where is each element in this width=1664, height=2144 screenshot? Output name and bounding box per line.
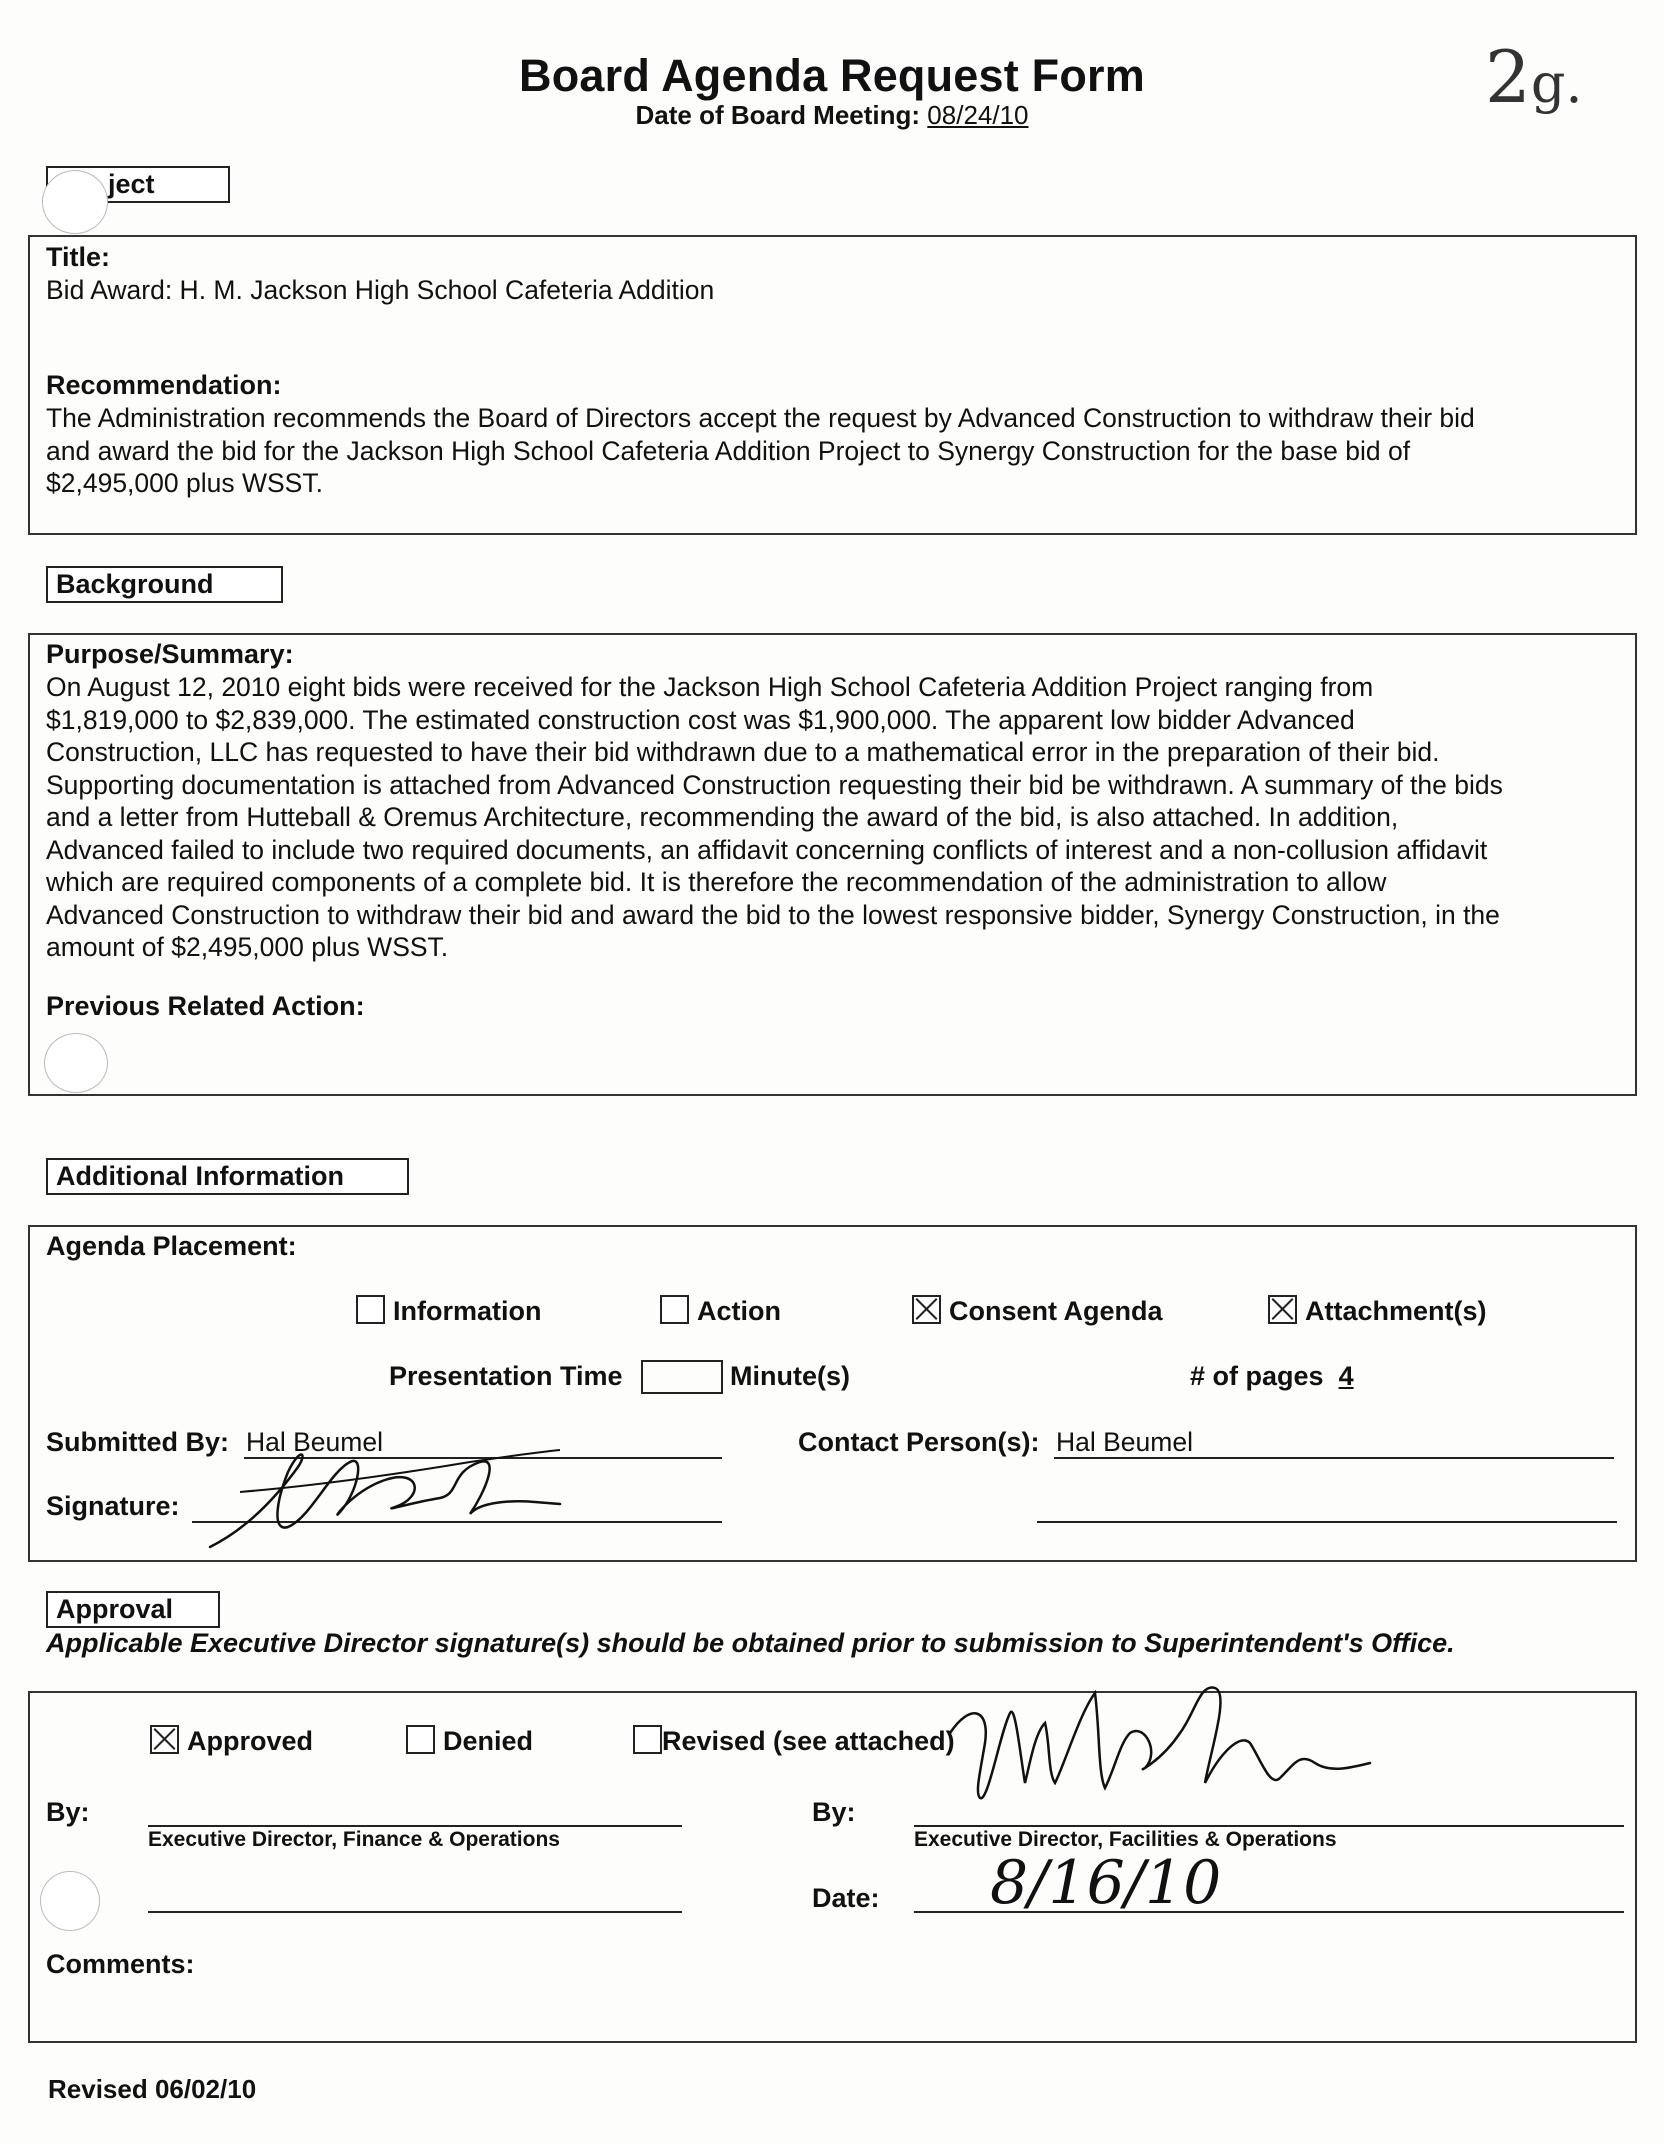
purpose-line: which are required components of a complete bid. It is therefore the recommendation of the administration to allow (46, 867, 1387, 897)
subject-box (28, 235, 1637, 535)
agenda-placement-label: Agenda Placement: (46, 1231, 297, 1261)
comments-label: Comments: (46, 1949, 195, 1979)
purpose-line: Supporting documentation is attached from Advanced Construction requesting their bid be withdrawn. A summary of the bids (46, 769, 1503, 800)
approval-box (28, 1691, 1637, 2043)
presentation-time-label: Presentation Time (389, 1361, 623, 1391)
option-consent-agenda[interactable] (912, 1295, 1163, 1327)
submitted-by-label: Submitted By: (46, 1427, 230, 1457)
left-date-line (148, 1907, 682, 1913)
purpose-label: Purpose/Summary: (46, 639, 294, 669)
option-attachments[interactable] (1268, 1295, 1487, 1327)
purpose-line: $1,819,000 to $2,839,000. The estimated construction cost was $1,900,000. The apparent low bidder Advanced (46, 704, 1355, 735)
meeting-date-label: Date of Board Meeting: (635, 100, 921, 130)
title-label: Title: (46, 242, 111, 272)
action-checkbox[interactable] (660, 1295, 689, 1324)
previous-action-label: Previous Related Action: (46, 991, 365, 1021)
approved-checkbox-checked[interactable] (150, 1725, 179, 1754)
background-box (28, 633, 1637, 1096)
purpose-line: Advanced Construction to withdraw their bid and award the bid to the lowest responsive bidder, Synergy Construction, in the (46, 899, 1500, 930)
pages-value: 4 (1338, 1361, 1354, 1391)
recommendation-label: Recommendation: (46, 370, 282, 400)
handwritten-item-stamp (1485, 35, 1583, 119)
purpose-line: amount of $2,495,000 plus WSST. (46, 932, 449, 962)
purpose-line: and a letter from Hutteball & Oremus Architecture, recommending the award of the bid, is also attached. In addition, (46, 802, 1399, 832)
director-signature-icon (930, 1673, 1450, 1823)
option-label: Consent Agenda (949, 1296, 1163, 1326)
purpose-text (46, 671, 1631, 964)
signature-label: Signature: (46, 1491, 180, 1521)
handwritten-date: 8/16/10 (990, 1848, 1222, 1918)
left-by-line (148, 1821, 682, 1827)
submitted-by-value: Hal Beumel (246, 1427, 383, 1457)
form-title: Board Agenda Request Form (519, 50, 1145, 101)
information-checkbox[interactable] (356, 1295, 385, 1324)
pages-count (1190, 1361, 1354, 1392)
hole-punch-mark (40, 1871, 100, 1931)
recommendation-line: The Administration recommends the Board of Directors accept the request by Advanced Construction to withdraw their bid (46, 403, 1475, 433)
revised-checkbox[interactable] (633, 1725, 662, 1754)
minutes-label: Minute(s) (730, 1361, 850, 1391)
hole-punch-mark (42, 170, 108, 234)
option-revised[interactable] (633, 1725, 955, 1757)
contact-person-value: Hal Beumel (1056, 1427, 1193, 1457)
purpose-line: On August 12, 2010 eight bids were received for the Jackson High School Cafeteria Addition Project ranging from (46, 672, 1374, 702)
approval-tab: Approval (46, 1591, 220, 1628)
approval-note: Applicable Executive Director signature(s) should be obtained prior to submission to Superintendent's Office. (46, 1628, 1455, 1658)
right-by-label: By: (812, 1797, 856, 1827)
option-denied[interactable] (406, 1725, 533, 1757)
date-label: Date: (812, 1883, 880, 1913)
background-tab: Background (46, 566, 283, 603)
recommendation-text (46, 402, 1626, 500)
option-label: Denied (443, 1726, 534, 1756)
option-label: Approved (187, 1726, 314, 1756)
subject-tab-label: ject (108, 169, 155, 199)
meeting-date-value: 08/24/10 (927, 100, 1029, 130)
revised-date-footer: Revised 06/02/10 (48, 2074, 257, 2104)
recommendation-line: and award the bid for the Jackson High School Cafeteria Addition Project to Synergy Construction for the base bid of (46, 435, 1411, 466)
attachments-checkbox-checked[interactable] (1268, 1295, 1297, 1324)
option-information[interactable] (356, 1295, 542, 1327)
right-role-label: Executive Director, Facilities & Operations (914, 1828, 1337, 1851)
purpose-line: Construction, LLC has requested to have their bid withdrawn due to a mathematical error in the preparation of their bid. (46, 737, 1440, 767)
option-action[interactable] (660, 1295, 781, 1327)
additional-info-tab: Additional Information (46, 1158, 409, 1195)
contact-person-label: Contact Person(s): (798, 1427, 1040, 1457)
left-by-label: By: (46, 1797, 90, 1827)
presentation-time-field[interactable] (641, 1360, 723, 1394)
stamp-number: 2 (1485, 35, 1531, 119)
option-label: Attachment(s) (1305, 1296, 1487, 1326)
left-role-label: Executive Director, Finance & Operations (148, 1828, 560, 1851)
purpose-line: Advanced failed to include two required documents, an affidavit concerning conflicts of interest and a non-collusion affidavit (46, 834, 1488, 865)
pages-label: # of pages (1190, 1361, 1324, 1391)
stamp-letter: g. (1530, 52, 1583, 115)
additional-info-box (28, 1225, 1637, 1562)
hole-punch-mark (44, 1033, 108, 1093)
second-signature-line (1037, 1517, 1617, 1523)
option-label: Information (393, 1296, 542, 1326)
option-label: Action (697, 1296, 781, 1326)
meeting-date-line (0, 100, 1664, 131)
recommendation-line: $2,495,000 plus WSST. (46, 468, 323, 498)
option-approved[interactable] (150, 1725, 313, 1757)
submitter-signature-icon (180, 1432, 650, 1560)
denied-checkbox[interactable] (406, 1725, 435, 1754)
consent-agenda-checkbox-checked[interactable] (912, 1295, 941, 1324)
title-value: Bid Award: H. M. Jackson High School Cafeteria Addition (46, 275, 715, 305)
option-label: Revised (see attached) (662, 1726, 955, 1756)
